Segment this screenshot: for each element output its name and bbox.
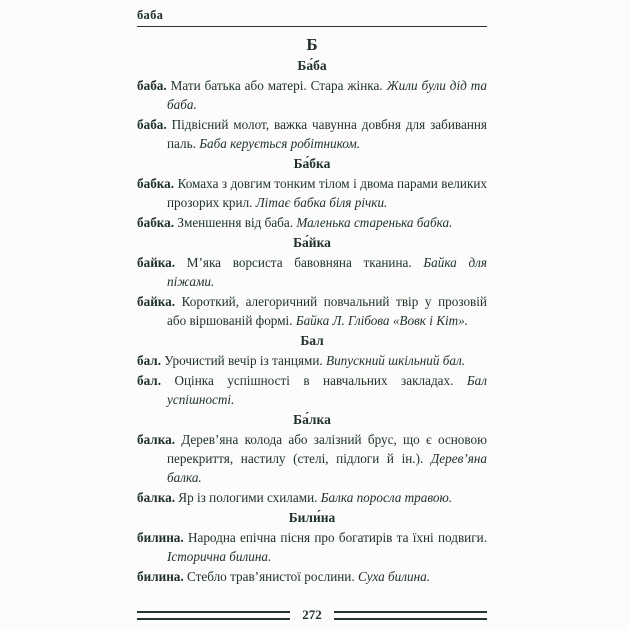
entry-definition: Мати батька або матері. Стара жінка. [170,78,387,93]
entry-headword: байка. [137,255,187,270]
section-heading: Ба́ба [297,58,327,73]
section-heading: Били́на [288,510,336,525]
dictionary-entry [137,351,487,370]
page-content [137,8,487,587]
dictionary-entry [137,488,487,507]
dictionary-entry [137,115,487,153]
entry-example: Байка Л. Глібова «Вовк і Кіт». [295,313,469,328]
dictionary-entry [137,174,487,212]
dictionary-entry [137,430,487,487]
entry-headword: билина. [137,569,187,584]
section-heading: Бал [300,333,324,348]
entry-headword: бал. [137,353,165,368]
entry-definition: Народна епічна пісня про богатирів та їхні подвиги. [187,530,487,545]
entry-example: Жили були дід та баба. [167,78,488,112]
entry-headword: балка. [137,432,182,447]
entry-definition: Комаха з довгим тонким тілом і двома парами великих прозорих крил. [167,176,488,210]
entry-headword: бал. [137,373,175,388]
page-number: 272 [302,607,322,622]
entry-definition: Урочистий вечір із танцями. [164,353,327,368]
running-head: баба [137,8,164,22]
section-heading: Ба́лка [293,412,331,427]
entry-headword: баба. [137,78,171,93]
footer-rule-left [137,611,290,620]
entry-example: Бал успішності. [167,373,487,407]
entry-example: Літає бабка біля річки. [255,195,388,210]
entry-example: Маленька старенька бабка. [296,215,453,230]
footer-rule-right [334,611,487,620]
entry-definition: Стебло трав’янистої рослини. [186,569,358,584]
page-footer [137,608,487,622]
entry-definition: Зменшення від баба. [177,215,297,230]
entry-definition: Оцінка успішності в навчальних закладах. [174,373,467,388]
entries-container [137,56,487,586]
entry-headword: байка. [137,294,182,309]
entry-example: Байка для піжами. [167,255,488,289]
dictionary-entry [137,528,487,566]
entry-example: Суха билина. [357,569,431,584]
section-heading: Ба́йка [293,235,331,250]
section-letter: Б [306,35,318,54]
entry-headword: балка. [137,490,179,505]
header-rule [137,26,487,27]
entry-definition: Підвісний молот, важка чавунна довбня для забивання паль. [167,117,487,151]
dictionary-entry [137,213,487,232]
entry-headword: баба. [137,117,172,132]
entry-example: Балка поросла травою. [320,490,453,505]
entry-definition: Дерев’яна колода або залізний брус, що є основою перекриття, настилу (стелі, підлоги й ін.). [167,432,487,466]
entry-definition: Яр із пологими схилами. [178,490,321,505]
entry-headword: бабка. [137,215,178,230]
dictionary-entry [137,567,487,586]
entry-example: Баба керується робітником. [199,136,361,151]
entry-definition: М’яка ворсиста бавовняна тканина. [186,255,424,270]
dictionary-entry [137,371,487,409]
entry-example: Дерев’яна балка. [167,451,487,485]
entry-definition: Короткий, алегоричний повчальний твір у прозовій або віршованій формі. [167,294,487,328]
entry-headword: бабка. [137,176,178,191]
section-heading: Ба́бка [293,156,331,171]
entry-headword: билина. [137,530,188,545]
entry-example: Випускний шкільний бал. [326,353,466,368]
dictionary-entry [137,76,487,114]
dictionary-entry [137,292,487,330]
entry-example: Історична билина. [167,549,272,564]
dictionary-entry [137,253,487,291]
